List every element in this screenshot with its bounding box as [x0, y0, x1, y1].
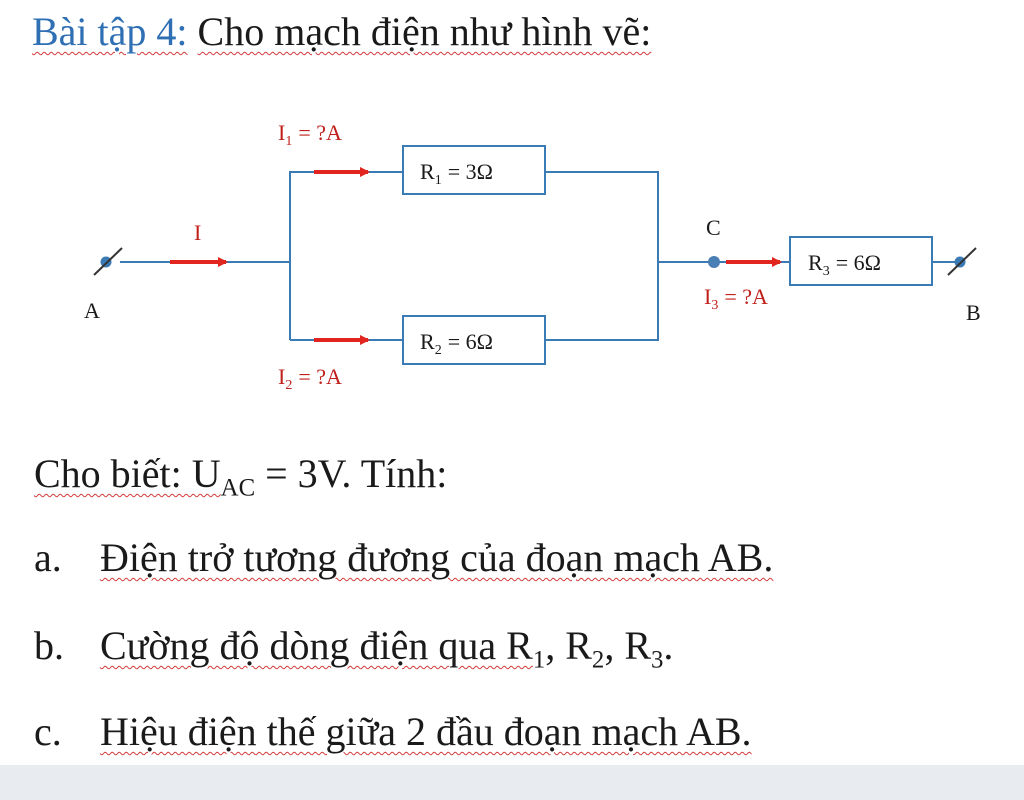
- label-current-i1: $I_1$ = ?A: [278, 120, 342, 149]
- question-c-text: Hiệu điện thế giữa 2 đầu đoạn mạch AB.: [100, 709, 752, 754]
- given-prefix: Cho biết: U: [34, 451, 221, 496]
- exercise-title: [32, 6, 651, 58]
- title-prefix: Bài tập 4:: [32, 9, 188, 54]
- resistor-r2-label: $R_2 = 6\Omega$: [420, 329, 493, 358]
- question-b-text: Cường độ dòng điện qua R: [100, 623, 533, 668]
- question-c: [34, 706, 752, 758]
- footer-band: [0, 765, 1024, 800]
- question-b-sep2: , R: [604, 623, 651, 668]
- label-current-i2: $I_2$ = ?A: [278, 364, 342, 393]
- resistor-r1-label: $R_1 = 3\Omega$: [420, 159, 493, 188]
- wire-right-rail: [545, 172, 658, 340]
- given-suffix: = 3V. Tính:: [255, 451, 448, 496]
- wire-left-rail: [290, 172, 403, 340]
- label-node-c: C: [706, 215, 721, 240]
- question-a: [34, 532, 773, 584]
- question-b-sep1: , R: [545, 623, 592, 668]
- question-b-r2-sub: 2: [591, 646, 605, 674]
- resistor-r3-label: $R_3 = 6\Omega$: [808, 250, 881, 279]
- question-c-label: c.: [34, 709, 62, 754]
- terminal-a: [94, 248, 122, 275]
- label-current-main: I: [194, 220, 202, 245]
- label-node-b: B: [966, 300, 981, 325]
- question-b-label: b.: [34, 623, 64, 668]
- question-a-label: a.: [34, 535, 62, 580]
- circuit-diagram: [0, 100, 1024, 410]
- question-a-text: Điện trở tương đương của đoạn mạch AB.: [100, 535, 774, 580]
- question-b: [34, 620, 673, 672]
- given-sub: AC: [220, 474, 256, 502]
- question-b-end: .: [663, 623, 674, 668]
- title-text: Cho mạch điện như hình vẽ:: [197, 9, 652, 54]
- label-current-i3: $I_3$ = ?A: [704, 284, 768, 313]
- label-node-a: A: [84, 298, 100, 323]
- question-b-r3-sub: 3: [651, 646, 664, 674]
- question-b-r1-sub: 1: [532, 646, 546, 674]
- given-line: [34, 448, 447, 500]
- node-c-dot: [708, 256, 720, 268]
